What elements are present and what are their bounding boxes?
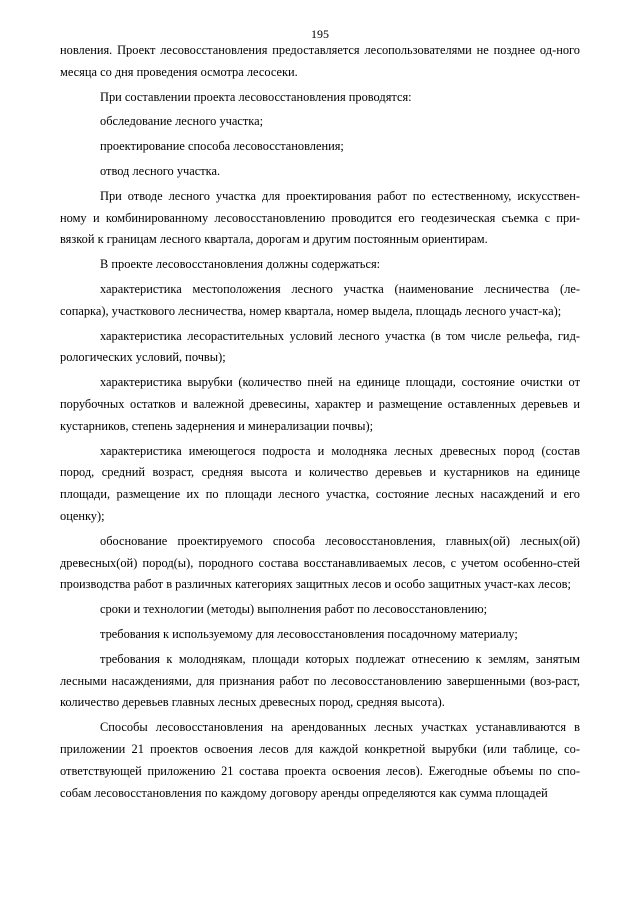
list-item-location: характеристика местоположения лесного участка (наименование лесничества (ле-сопарка), участкового лесничества, номер квартала, номер выдела, площадь лесного участ-ка); xyxy=(60,281,580,318)
paragraph-leased-plots: Способы лесовосстановления на арендованных лесных участках устанавливаются в приложении 21 проектов освоения лесов для каждой конкретной вырубки (или таблице, со-ответствующей приложению 21 состава проекта освоения лесов). Ежегодные объемы по спо-собам лесовосстановления по каждому договору аренды определяются как сумма площадей xyxy=(60,720,580,800)
paragraph-continuation: новления. Проект лесовосстановления предоставляется лесопользователями не позднее од-ного месяца со дня проведения осмотра лесосеки. xyxy=(60,43,580,79)
list-item-young-stands: требования к молоднякам, площади которых подлежат отнесению к землям, занятым лесными насаждениями, для признания работ по лесовосстановлению завершенными (воз-раст, количество деревьев главных лесных древесных пород, средняя высота). xyxy=(60,651,580,710)
list-item-allotment: отвод лесного участка. xyxy=(100,163,221,178)
list-item-planting-material: требования к используемому для лесовосстановления посадочному материалу; xyxy=(100,626,518,641)
list-item-clearing: характеристика вырубки (количество пней на единице площади, состояние очистки от порубочных остатков и валежной древесины, характер и размещение оставленных деревьев и кустарников, степень задернения и минерализации почвы); xyxy=(60,375,580,433)
paragraph-intro-list: При составлении проекта лесовосстановления проводятся: xyxy=(100,89,412,104)
paragraph-project-contents: В проекте лесовосстановления должны содержаться: xyxy=(100,257,381,272)
list-item-method-justification: обоснование проектируемого способа лесовосстановления, главных(ой) лесных(ой) древесных(ой) пород(ы), породного состава восстанавливаемых лесов, с учетом особенно-стей производства работ в различных категориях защитных лесов и особо защитных участ-ках лесов; xyxy=(60,533,580,592)
list-item-survey: обследование лесного участка; xyxy=(100,114,264,129)
list-item-growing-conditions: характеристика лесорастительных условий лесного участка (в том числе рельефа, гид-рологических условий, почвы); xyxy=(60,328,580,365)
list-item-undergrowth: характеристика имеющегося подроста и молодняка лесных древесных пород (состав пород, средний возраст, средняя высота и количество деревьев и кустарников на единице площади, размещение их по площади лесного участка, состояние лесных насаждений и его оценку); xyxy=(60,443,580,523)
paragraph-geodetic-survey: При отводе лесного участка для проектирования работ по естественному, искусствен-ному и комбинированному лесовосстановлению проводится его геодезическая съемка с при-вязкой к границам лесного квартала, дорогам и другим постоянным ориентирам. xyxy=(60,188,580,247)
list-item-schedule: сроки и технологии (методы) выполнения работ по лесовосстановлению; xyxy=(100,602,488,617)
list-item-design: проектирование способа лесовосстановления; xyxy=(100,139,344,154)
page-body xyxy=(60,40,580,804)
page-number: 195 xyxy=(311,27,329,41)
